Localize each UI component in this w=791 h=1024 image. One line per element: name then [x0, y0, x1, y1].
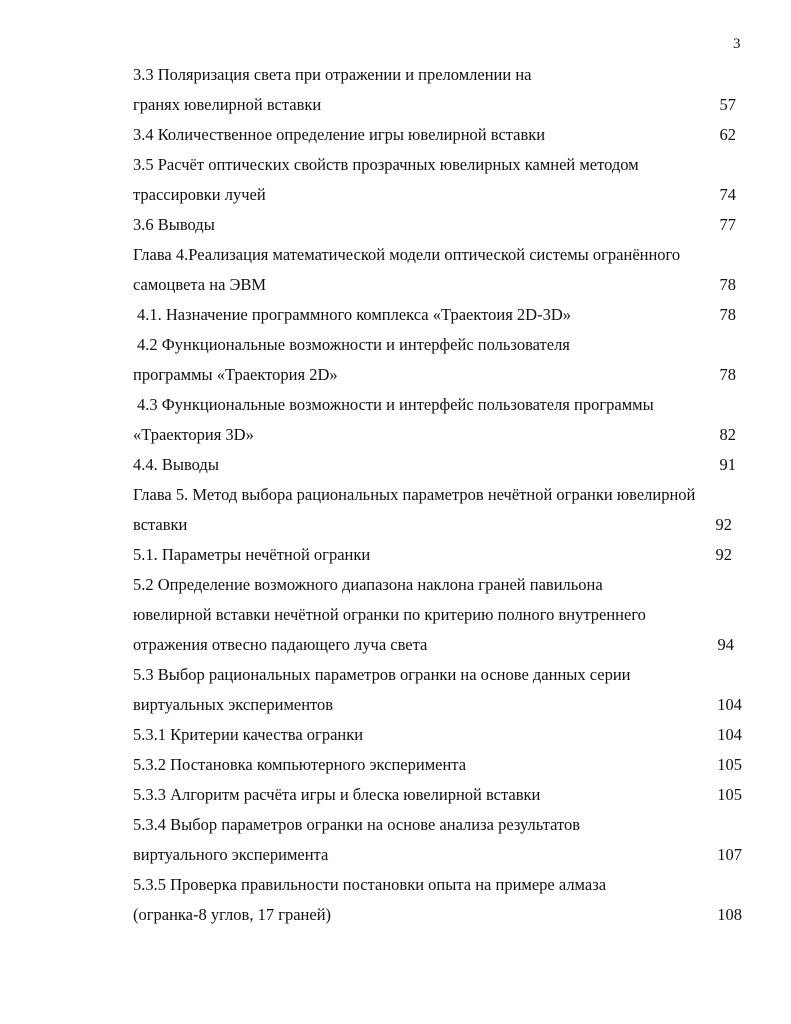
toc-entry-7-page: 78: [719, 365, 736, 384]
toc-entry-18-page: 108: [717, 905, 742, 924]
toc-entry-1-line-1: 3.3 Поляризация света при отражении и преломлении на: [133, 65, 532, 84]
toc-entry-17-page: 107: [717, 845, 742, 864]
toc-entry-3-page: 74: [719, 185, 736, 204]
toc-entry-16-page: 105: [717, 785, 742, 804]
toc-entry-4-page: 77: [719, 215, 736, 234]
toc-entry-18-line-2: (огранка-8 углов, 17 граней): [133, 905, 332, 924]
toc-entry-10-page: 92: [715, 515, 732, 534]
toc-entry-13-line-2: виртуальных экспериментов: [133, 695, 334, 714]
toc-entry-8-line-2: «Траектория 3D»: [133, 425, 254, 444]
toc-entry-1-page: 57: [719, 95, 736, 114]
toc-entry-10-line-1: Глава 5. Метод выбора рациональных параметров нечётной огранки ювелирной: [133, 485, 696, 504]
toc-entry-14-page: 104: [717, 725, 742, 744]
toc-entry-9-page: 91: [719, 455, 736, 474]
toc-entry-2-page: 62: [719, 125, 736, 144]
toc-entry-4-line-1: 3.6 Выводы: [133, 215, 215, 234]
toc-entry-16-line-1: 5.3.3 Алгоритм расчёта игры и блеска ювелирной вставки: [133, 785, 541, 804]
toc-entry-2-line-1: 3.4 Количественное определение игры ювелирной вставки: [133, 125, 546, 144]
toc-entry-5-line-1: Глава 4.Реализация математической модели оптической системы огранённого: [133, 245, 681, 264]
toc-entry-7-line-1: 4.2 Функциональные возможности и интерфейс пользователя: [137, 335, 570, 354]
toc-entry-3-line-2: трассировки лучей: [133, 185, 266, 204]
toc-entry-7-line-2: программы «Траектория 2D»: [133, 365, 338, 384]
toc-entry-6-line-1: 4.1. Назначение программного комплекса «Траектоия 2D-3D»: [137, 305, 572, 324]
toc-entry-12-line-2: ювелирной вставки нечётной огранки по критерию полного внутреннего: [133, 605, 646, 624]
toc-entry-12-line-1: 5.2 Определение возможного диапазона наклона граней павильона: [133, 575, 603, 594]
toc-entry-8-line-1: 4.3 Функциональные возможности и интерфейс пользователя программы: [137, 395, 654, 414]
toc-entry-11-page: 92: [715, 545, 732, 564]
toc-entry-1-line-2: гранях ювелирной вставки: [133, 95, 322, 114]
toc-entry-11-line-1: 5.1. Параметры нечётной огранки: [133, 545, 371, 564]
toc-entry-3-line-1: 3.5 Расчёт оптических свойств прозрачных ювелирных камней методом: [133, 155, 639, 174]
toc-entry-12-page: 94: [717, 635, 734, 654]
toc-entry-8-page: 82: [719, 425, 736, 444]
toc-entry-13-line-1: 5.3 Выбор рациональных параметров огранки на основе данных серии: [133, 665, 631, 684]
toc-entry-17-line-2: виртуального эксперимента: [133, 845, 329, 864]
toc-entry-14-line-1: 5.3.1 Критерии качества огранки: [133, 725, 364, 744]
toc-entry-12-line-3: отражения отвесно падающего луча света: [133, 635, 428, 654]
toc-entry-15-page: 105: [717, 755, 742, 774]
toc-entry-15-line-1: 5.3.2 Постановка компьютерного эксперимента: [133, 755, 467, 774]
toc-entry-13-page: 104: [717, 695, 742, 714]
toc-entry-5-page: 78: [719, 275, 736, 294]
toc-entry-18-line-1: 5.3.5 Проверка правильности постановки опыта на примере алмаза: [133, 875, 607, 894]
page-number: 3: [733, 36, 741, 52]
toc-entry-9-line-1: 4.4. Выводы: [133, 455, 219, 474]
toc-entry-10-line-2: вставки: [133, 515, 188, 534]
toc-entry-17-line-1: 5.3.4 Выбор параметров огранки на основе анализа результатов: [133, 815, 581, 834]
toc-entry-6-page: 78: [719, 305, 736, 324]
toc-entry-5-line-2: самоцвета на ЭВМ: [133, 275, 267, 294]
